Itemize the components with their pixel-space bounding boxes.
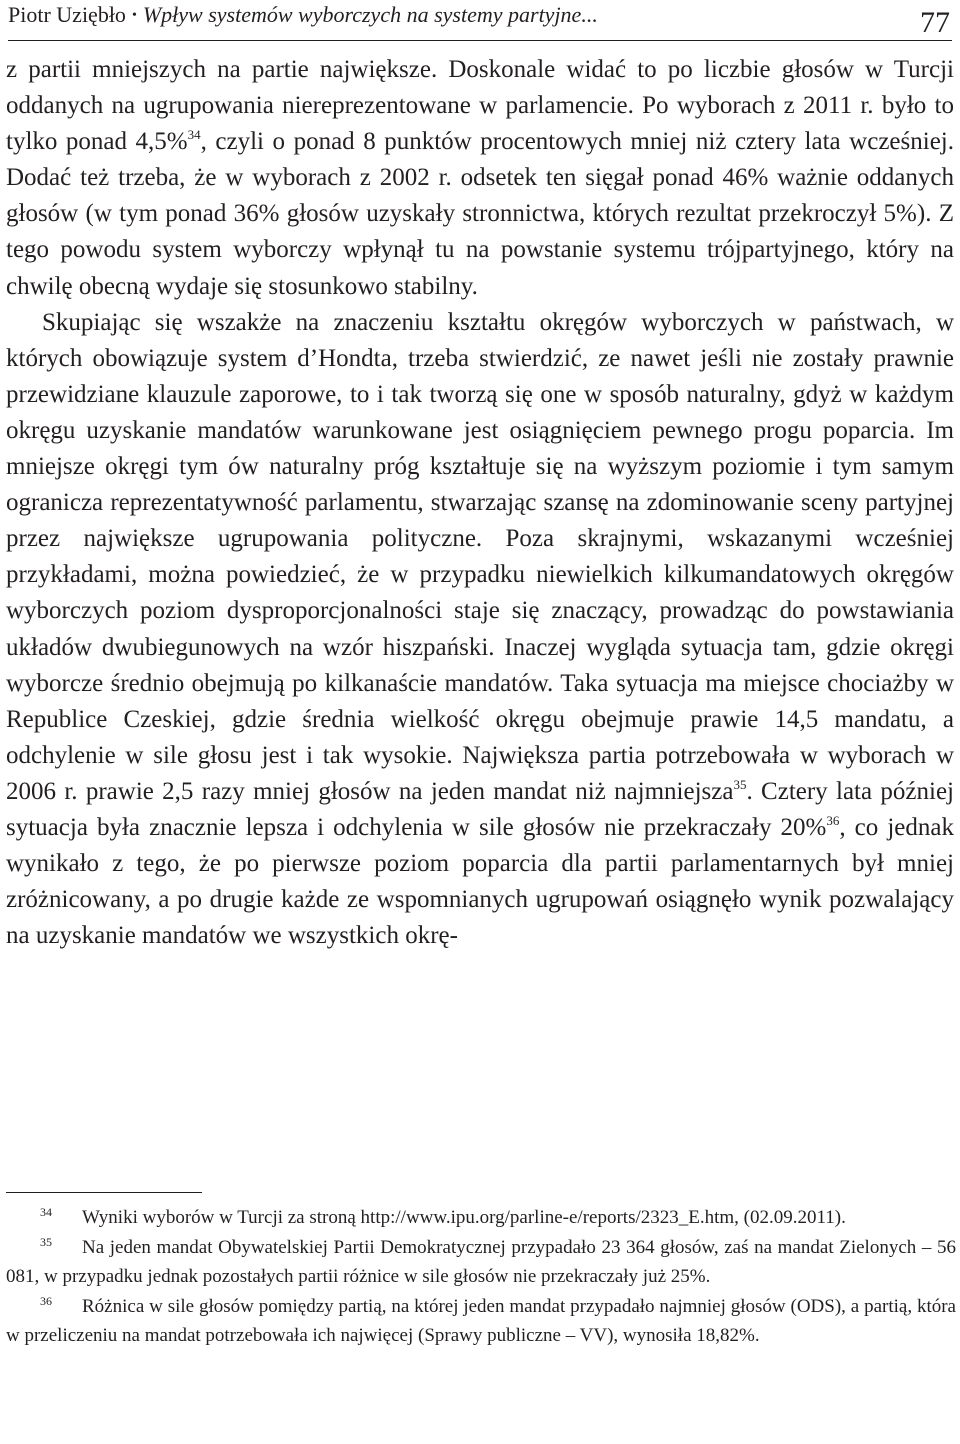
running-header-left — [8, 2, 598, 28]
footnote-36 — [6, 1292, 956, 1351]
text-run: , czyli o ponad 8 punktów procentowych mniej niż cztery lata wcześniej. Dodać też trzeba, że w wyborach z 2002 r. odsetek ten sięgał ponad 46% ważnie oddanych głosów (w tym ponad 36% głosów uzyskały stronnictwa, których rezultat przekroczył 5%). Z tego powodu system wyborczy wpłynął tu na powstanie systemu trójpartyjnego, który na chwilę obecną wydaje się stosunkowo stabilny. — [6, 128, 954, 300]
running-header — [8, 0, 952, 41]
footnote-text: Wyniki wyborów w Turcji za stroną http://www.ipu.org/parline-e/reports/2323_E.htm, (02.09.2011). — [82, 1207, 846, 1228]
page-number: 77 — [920, 6, 950, 39]
footnote-text: Na jeden mandat Obywatelskiej Partii Demokratycznej przypadało 23 364 głosów, zaś na mandat Zielonych – 56 081, w przypadku jednak pozostałych partii różnice w sile głosów nie przekraczały już 25%. — [6, 1236, 956, 1287]
paragraph-2 — [6, 305, 954, 955]
footnote-number: 36 — [40, 1293, 52, 1308]
body-text — [6, 52, 954, 954]
footnote-35 — [6, 1233, 956, 1292]
header-separator: • — [131, 8, 137, 23]
footnote-ref-36[interactable]: 36 — [826, 812, 840, 828]
text-run: Skupiając się wszakże na znaczeniu kształtu okręgów wyborczych w państwach, w których obowiązuje system d’Hondta, trzeba stwierdzić, ze nawet jeśli nie zostały prawnie przewidziane klauzule zaporowe, to i tak tworzą się one w sposób naturalny, gdyż w każdym okręgu uzyskanie mandatów warunkowane jest osiągnięciem pewnego progu poparcia. Im mniejsze okręgi tym ów naturalny próg kształtuje się na wyższym poziomie i tym samym ogranicza reprezentatywność parlamentu, stwarzając szansę na zdominowanie sceny partyjnej przez największe ugrupowania polityczne. Poza skrajnymi, wskazanymi wcześniej przykładami, można powiedzieć, że w przypadku niewielkich kilkumandatowych okręgów wyborczych poziom dysproporcjonalności staje się znaczący, prowadząc do powstawiania układów dwubiegunowych na wzór hiszpański. Inaczej wygląda sytuacja tam, gdzie okręgi wyborcze średnio obejmują po kilkanaście mandatów. Taka sytuacja ma miejsce chociażby w Republice Czeskiej, gdzie średnia wielkość okręgu obejmuje prawie 14,5 mandatu, a odchylenie w sile głosu jest i tak wysokie. Największa partia potrzebowała w wyborach w 2006 r. prawie 2,5 razy mniej głosów na jeden mandat niż najmniejsza — [6, 308, 954, 805]
paragraph-1 — [6, 52, 954, 305]
text-run: , co jednak wynikało z tego, że po pierwsze poziom poparcia dla partii parlamentarnych był mniej zróżnicowany, a po drugie każde ze wspomnianych ugrupowań osiągnęło wynik pozwalający na uzyskanie mandatów we wszystkich okrę- — [6, 813, 954, 950]
footnotes — [6, 1203, 956, 1351]
footnote-number: 34 — [40, 1205, 52, 1219]
footnote-text: Różnica w sile głosów pomiędzy partią, na której jeden mandat przypadało najmniej głosów (ODS), a partią, która w przeliczeniu na mandat potrzebowała ich najwięcej (Sprawy publiczne – VV), wynosiła 18,82%. — [6, 1295, 956, 1346]
footnote-ref-34[interactable]: 34 — [187, 127, 201, 143]
header-title: Wpływ systemów wyborczych na systemy partyjne... — [142, 2, 598, 27]
footnote-number: 35 — [40, 1234, 52, 1249]
text-run: z partii mniejszych na partie największe. Doskonale widać to po liczbie głosów w Turcji oddanych na ugrupowania niereprezentowane w parlamencie. Po wyborach z 2011 r. było to tylko ponad 4,5% — [6, 56, 954, 156]
text-run: . Cztery lata później sytuacja była znacznie lepsza i odchylenia w sile głosów nie przekraczały 20% — [6, 777, 954, 841]
footnote-34 — [6, 1203, 956, 1233]
footnote-divider — [6, 1192, 202, 1193]
footnote-ref-35[interactable]: 35 — [733, 776, 747, 792]
header-author: Piotr Uziębło — [8, 2, 126, 27]
